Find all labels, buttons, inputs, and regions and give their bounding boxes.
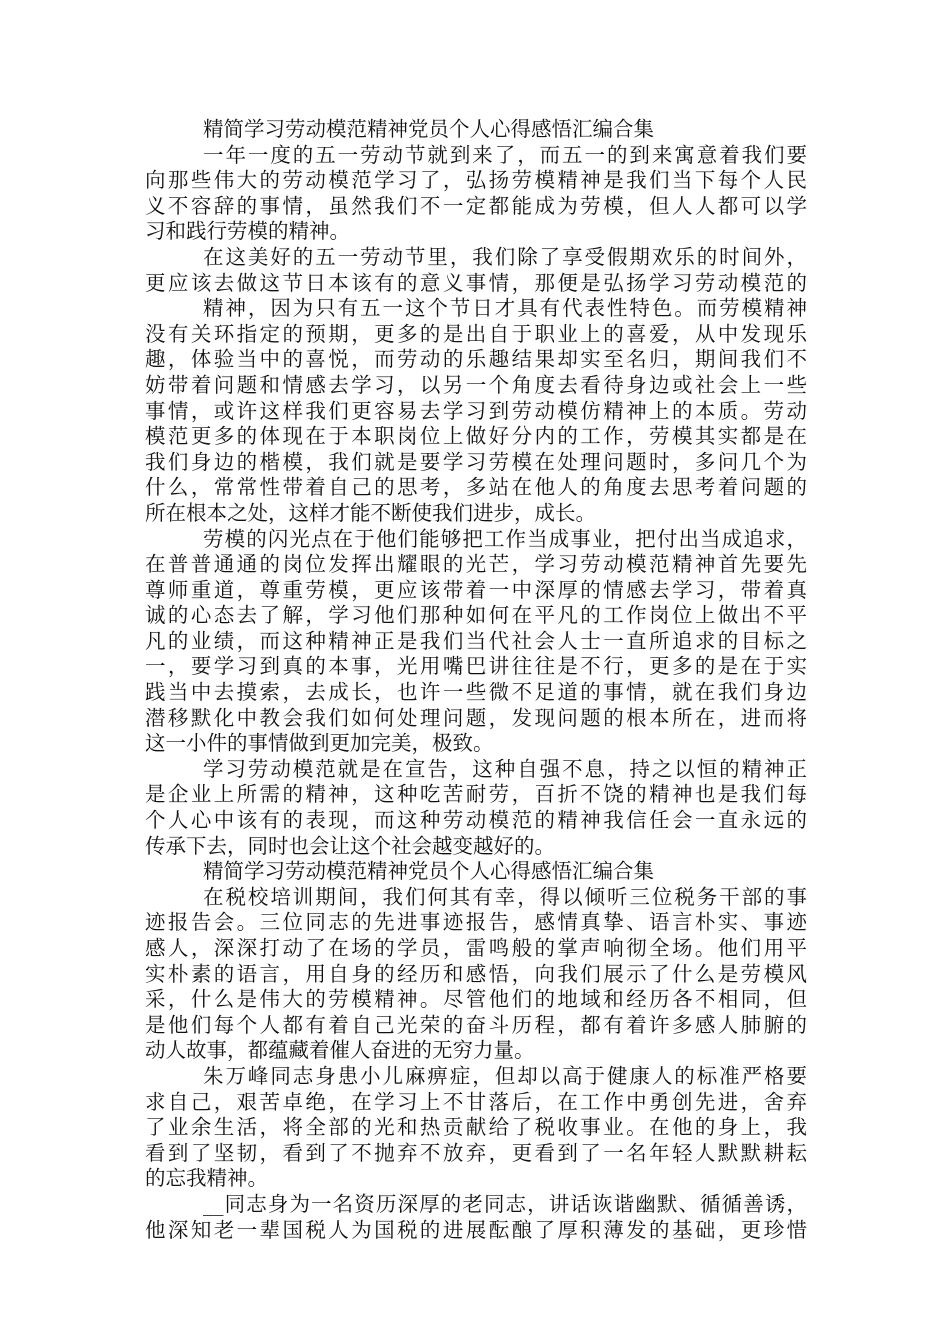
text-line: 潜移默化中教会我们如何处理问题，发现问题的根本所在，进而将 [145,705,807,730]
text-line: 传承下去，同时也会让这个社会越变越好的。 [145,833,555,858]
text-line: __同志身为一名资历深厚的老同志，讲话诙谐幽默、循循善诱， [203,1191,807,1216]
text-line: 诚的心态去了解，学习他们那种如何在平凡的工作岗位上做出不平 [145,603,807,628]
document-page [145,117,807,1243]
text-line: 感人，深深打动了在场的学员，雷鸣般的掌声响彻全场。他们用平 [145,936,807,960]
text-line: 精简学习劳动模范精神党员个人心得感悟汇编合集 [203,117,654,141]
text-line: 习和践行劳模的精神。 [145,219,350,244]
text-line: 是企业上所需的精神，这种吃苦耐劳，百折不饶的精神也是我们每 [145,782,807,807]
text-line: 模范更多的体现在于本职岗位上做好分内的工作，劳模其实都是在 [145,424,807,449]
text-line: 迹报告会。三位同志的先进事迹报告，感情真挚、语言朴实、事迹 [145,910,807,935]
text-line: 践当中去摸索，去成长，也许一些微不足道的事情，就在我们身边 [145,680,807,705]
text-line: 实朴素的语言，用自身的经历和感悟，向我们展示了什么是劳模风 [145,961,807,986]
text-line: 了业余生活，将全部的光和热贡献给了税收事业。在他的身上，我 [145,1115,807,1140]
text-line: 所在根本之处，这样才能不断使我们进步，成长。 [145,500,596,525]
text-line: 一年一度的五一劳动节就到来了，而五一的到来寓意着我们要 [203,142,807,167]
text-line: 向那些伟大的劳动模范学习了，弘扬劳模精神是我们当下每个人民 [145,168,807,193]
text-line: 求自己，艰苦卓绝，在学习上不甘落后，在工作中勇创先进，舍弃 [145,1089,807,1114]
text-line: 妨带着问题和情感去学习，以另一个角度去看待身边或社会上一些 [145,372,807,397]
text-line: 在这美好的五一劳动节里，我们除了享受假期欢乐的时间外， [203,244,807,269]
text-line: 动人故事，都蕴藏着催人奋进的无穷力量。 [145,1038,535,1063]
text-line: 在税校培训期间，我们何其有幸，得以倾听三位税务干部的事 [203,884,807,909]
text-line: 在普普通通的岗位发挥出耀眼的光芒，学习劳动模范精神首先要先 [145,552,807,577]
text-line: 一，要学习到真的本事，光用嘴巴讲往往是不行，更多的是在于实 [145,654,807,679]
text-line: 看到了坚韧，看到了不抛弃不放弃，更看到了一名年轻人默默耕耘 [145,1140,807,1165]
text-line: 是他们每个人都有着自己光荣的奋斗历程，都有着许多感人肺腑的 [145,1012,807,1037]
text-line: 什么，常常性带着自己的思考，多站在他人的角度去思考着问题的 [145,475,807,500]
text-line: 劳模的闪光点在于他们能够把工作当成事业，把付出当成追求， [203,526,807,551]
text-line: 精简学习劳动模范精神党员个人心得感悟汇编合集 [203,859,654,884]
text-line: 这一小件的事情做到更加完美，极致。 [145,731,494,756]
text-line: 凡的业绩，而这种精神正是我们当代社会人士一直所追求的目标之 [145,628,807,653]
text-line: 精神，因为只有五一这个节日才具有代表性特色。而劳模精神 [203,296,807,321]
text-line: 没有关环指定的预期，更多的是出自于职业上的喜爱，从中发现乐 [145,321,807,346]
text-line: 事情，或许这样我们更容易去学习到劳动模仿精神上的本质。劳动 [145,398,807,423]
text-line: 趣，体验当中的喜悦，而劳动的乐趣结果却实至名归，期间我们不 [145,347,807,372]
text-line: 义不容辞的事情，虽然我们不一定都能成为劳模，但人人都可以学 [145,193,807,218]
text-line: 朱万峰同志身患小儿麻痹症，但却以高于健康人的标准严格要 [203,1063,807,1088]
text-line: 更应该去做这节日本该有的意义事情，那便是弘扬学习劳动模范的 [145,270,807,295]
text-line: 学习劳动模范就是在宣告，这种自强不息，持之以恒的精神正 [203,756,807,781]
text-line: 他深知老一辈国税人为国税的进展酝酿了厚积薄发的基础，更珍惜 [145,1217,807,1242]
text-line: 的忘我精神。 [145,1166,268,1191]
text-line: 尊师重道，尊重劳模，更应该带着一中深厚的情感去学习，带着真 [145,577,807,602]
text-line: 我们身边的楷模，我们就是要学习劳模在处理问题时，多问几个为 [145,449,807,474]
text-line: 采，什么是伟大的劳模精神。尽管他们的地域和经历各不相同，但 [145,987,807,1012]
text-line: 个人心中该有的表现，而这种劳动模范的精神我信任会一直永远的 [145,808,807,833]
